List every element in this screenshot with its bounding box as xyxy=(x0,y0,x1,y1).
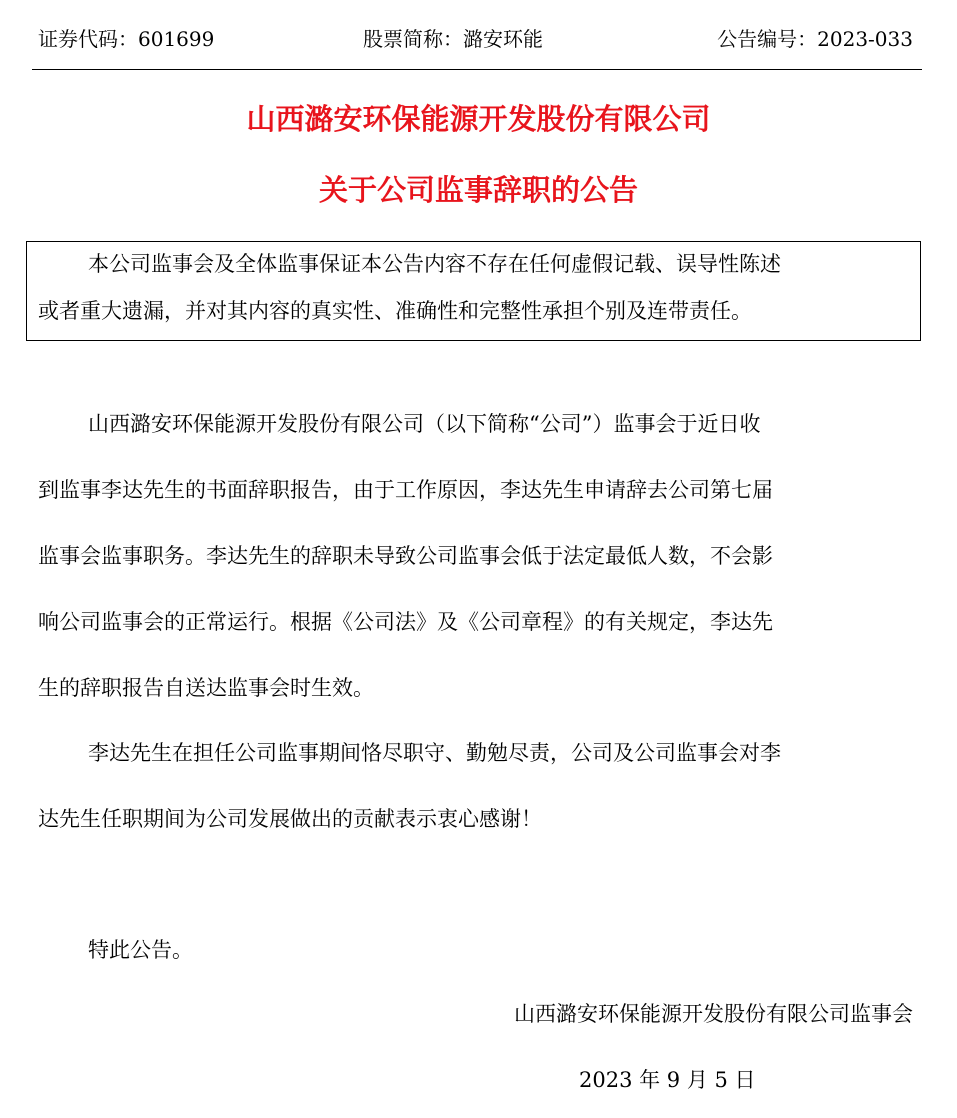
document-header xyxy=(38,22,913,56)
stock-name: 股票简称：潞安环能 xyxy=(363,27,543,51)
notice-subject-title: 关于公司监事辞职的公告 xyxy=(318,173,638,207)
closing-statement: 特此公告。 xyxy=(88,938,193,962)
stock-code: 证券代码：601699 xyxy=(38,27,215,51)
company-title: 山西潞安环保能源开发股份有限公司 xyxy=(246,102,711,136)
disclaimer-line-2: 或者重大遗漏，并对其内容的真实性、准确性和完整性承担个别及连带责任。 xyxy=(38,299,752,323)
paragraph-line: 李达先生在担任公司监事期间恪尽职守、勤勉尽责，公司及公司监事会对李 xyxy=(88,741,781,765)
disclaimer-box xyxy=(26,241,921,341)
paragraph-line: 响公司监事会的正常运行。根据《公司法》及《公司章程》的有关规定，李达先 xyxy=(38,610,773,634)
notice-number: 公告编号：2023-033 xyxy=(717,27,913,51)
paragraph-line: 山西潞安环保能源开发股份有限公司（以下简称“公司”）监事会于近日收 xyxy=(88,412,761,436)
paragraph-line: 到监事李达先生的书面辞职报告，由于工作原因，李达先生申请辞去公司第七届 xyxy=(38,478,773,502)
disclaimer-line-1: 本公司监事会及全体监事保证本公告内容不存在任何虚假记载、误导性陈述 xyxy=(88,252,781,276)
header-divider xyxy=(32,69,922,70)
paragraph-line: 监事会监事职务。李达先生的辞职未导致公司监事会低于法定最低人数，不会影 xyxy=(38,544,773,568)
paragraph-line: 达先生任职期间为公司发展做出的贡献表示衷心感谢！ xyxy=(38,807,542,831)
signer: 山西潞安环保能源开发股份有限公司监事会 xyxy=(514,1002,913,1026)
signature-date: 2023 年 9 月 5 日 xyxy=(579,1068,756,1092)
paragraph-line: 生的辞职报告自送达监事会时生效。 xyxy=(38,676,374,700)
